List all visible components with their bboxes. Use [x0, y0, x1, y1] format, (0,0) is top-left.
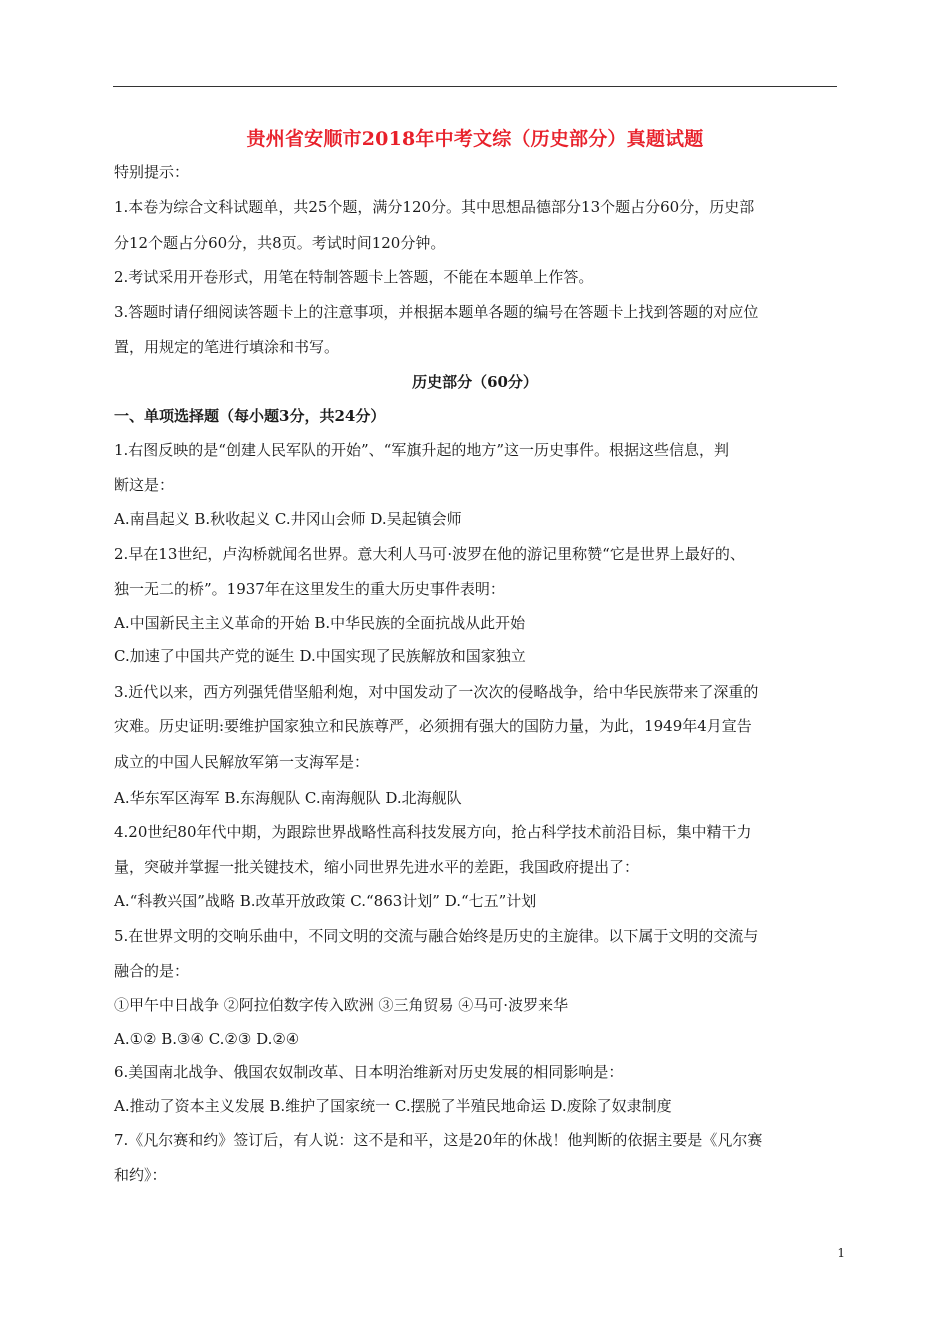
note-line: 3.答题时请仔细阅读答题卡上的注意事项，并根据本题单各题的编号在答题卡上找到答题的对应位 [114, 303, 759, 321]
question-line: 3.近代以来，西方列强凭借坚船利炮，对中国发动了一次次的侵略战争，给中华民族带来了深重的 [114, 683, 759, 701]
answer-options: A.①② B.③④ C.②③ D.②④ [114, 1030, 300, 1048]
part-heading: 一、单项选择题（每小题3分，共24分） [114, 407, 386, 425]
question-line: 成立的中国人民解放军第一支海军是： [114, 753, 370, 771]
question-line: 2.早在13世纪，卢沟桥就闻名世界。意大利人马可·波罗在他的游记里称赞“它是世界上最好的、 [114, 545, 745, 563]
answer-options: A.南昌起义 B.秋收起义 C.井冈山会师 D.吴起镇会师 [114, 510, 462, 528]
question-line: 灾难。历史证明:要维护国家独立和民族尊严，必须拥有强大的国防力量，为此，1949年4月宣告 [114, 717, 752, 735]
question-line: 和约》： [114, 1166, 167, 1184]
answer-options: C.加速了中国共产党的诞生 D.中国实现了民族解放和国家独立 [114, 647, 526, 665]
page-number: 1 [837, 1246, 845, 1260]
note-line: 1.本卷为综合文科试题单，共25个题，满分120分。其中思想品德部分13个题占分60分，历史部 [114, 198, 755, 216]
note-line: 置，用规定的笔进行填涂和书写。 [114, 338, 340, 356]
answer-options: A.“科教兴国”战略 B.改革开放政策 C.“863计划” D.“七五”计划 [114, 892, 537, 910]
question-line: 融合的是： [114, 962, 190, 980]
notes-heading: 特别提示： [114, 163, 190, 181]
section-title: 历史部分（60分） [412, 373, 538, 391]
question-line: 断这是： [114, 476, 175, 494]
question-line: 4.20世纪80年代中期，为跟踪世界战略性高科技发展方向，抢占科学技术前沿目标，集中精干力 [114, 823, 752, 841]
note-line: 分12个题占分60分，共8页。考试时间120分钟。 [114, 234, 446, 252]
answer-options: A.中国新民主主义革命的开始 B.中华民族的全面抗战从此开始 [114, 614, 526, 632]
answer-options: A.华东军区海军 B.东海舰队 C.南海舰队 D.北海舰队 [114, 789, 462, 807]
note-line: 2.考试采用开卷形式，用笔在特制答题卡上答题，不能在本题单上作答。 [114, 268, 594, 286]
question-line: 1.右图反映的是“创建人民军队的开始”、“军旗升起的地方”这一历史事件。根据这些信息，判 [114, 441, 729, 459]
question-line: 5.在世界文明的交响乐曲中，不同文明的交流与融合始终是历史的主旋律。以下属于文明的交流与 [114, 927, 759, 945]
question-line: 独一无二的桥”。1937年在这里发生的重大历史事件表明： [114, 580, 505, 598]
question-line: 7.《凡尔赛和约》签订后，有人说：这不是和平，这是20年的休战！他判断的依据主要是《凡尔赛 [114, 1131, 763, 1149]
question-line: 量，突破并掌握一批关键技术，缩小同世界先进水平的差距，我国政府提出了： [114, 858, 640, 876]
question-line: 6.美国南北战争、俄国农奴制改革、日本明治维新对历史发展的相同影响是： [114, 1063, 624, 1081]
header-rule [113, 86, 837, 87]
statement-list: ①甲午中日战争 ②阿拉伯数字传入欧洲 ③三角贸易 ④马可·波罗来华 [114, 996, 569, 1014]
document-title: 贵州省安顺市2018年中考文综（历史部分）真题试题 [246, 128, 704, 150]
answer-options: A.推动了资本主义发展 B.维护了国家统一 C.摆脱了半殖民地命运 D.废除了奴隶制度 [114, 1097, 672, 1115]
